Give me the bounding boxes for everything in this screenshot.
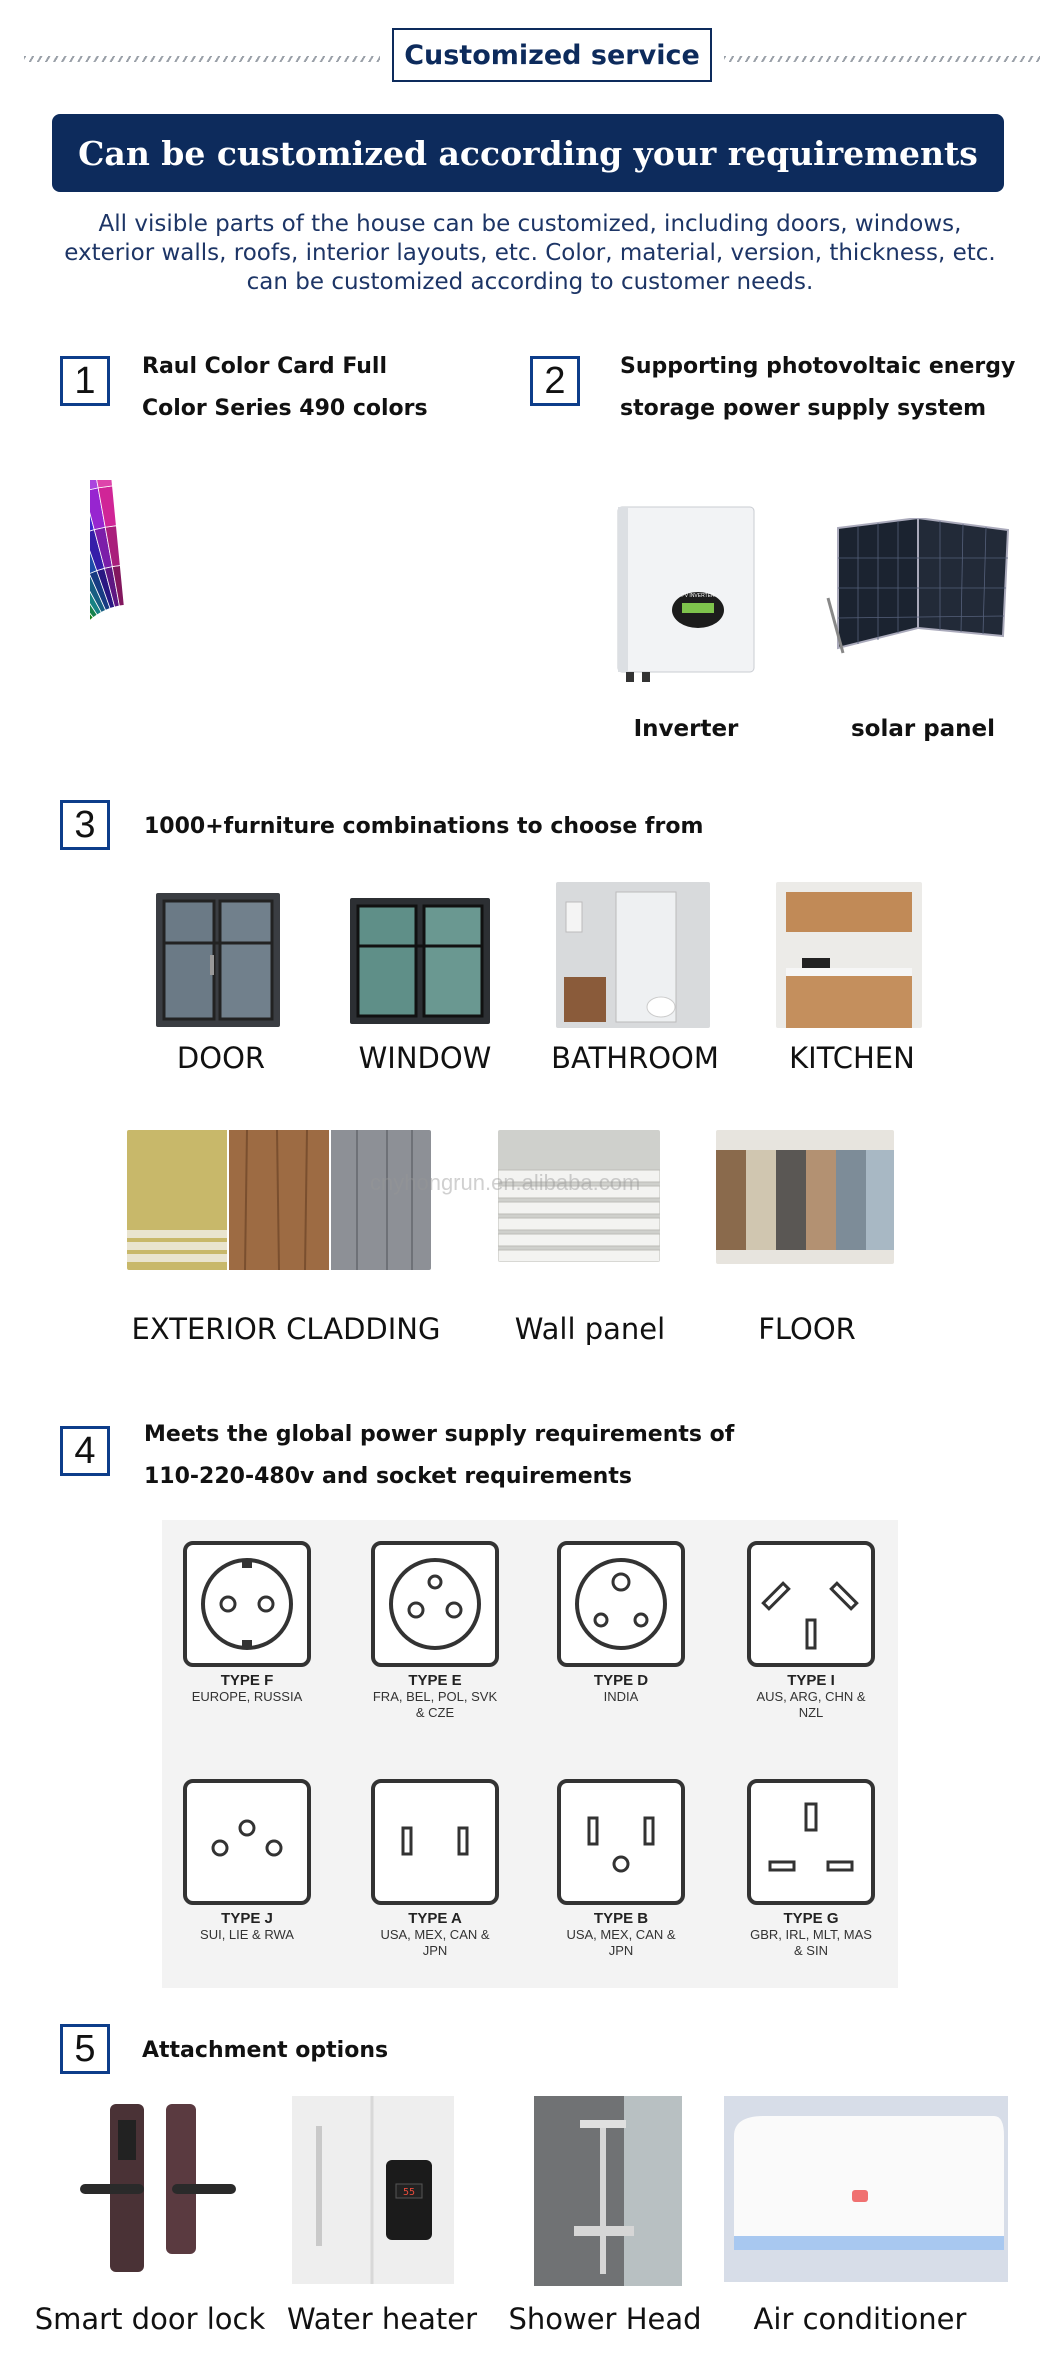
furniture-label-floor: FLOOR [758,1312,856,1346]
socket-type-j-icon [182,1778,312,1906]
bathroom-image [556,882,710,1028]
section-number-2: 2 [530,356,580,406]
attachment-label-water-heater: Water heater [286,2302,478,2336]
section4-title-line2: 110-220-480v and socket requirements [144,1464,632,1489]
section-number-1: 1 [60,356,110,406]
section1-title [142,346,428,430]
kitchen-image [776,882,922,1028]
socket-type-j [182,1778,312,1943]
section5-title: Attachment options [142,2038,389,2063]
socket-type-a-icon [370,1778,500,1906]
window-image [350,898,490,1024]
solar-panel-label: solar panel [850,716,996,742]
section2-title-line1: Supporting photovoltaic energy [620,354,1016,379]
attachment-label-shower-head: Shower Head [508,2302,702,2336]
header-divider-right [724,56,1040,62]
socket-countries: USA, MEX, CAN & JPN [380,1927,490,1958]
attachment-label-air-conditioner: Air conditioner [753,2302,967,2336]
section-number-4: 4 [60,1426,110,1476]
heater-display: 55 [402,2187,416,2198]
section1-title-line1: Raul Color Card Full [142,354,387,379]
inverter-image [612,505,762,685]
socket-type-label: TYPE E [408,1672,462,1689]
wall-panel-image [498,1130,660,1262]
section-number-5: 5 [60,2024,110,2074]
socket-type-label: TYPE D [593,1672,649,1689]
socket-countries: GBR, IRL, MLT, MAS & SIN [750,1927,872,1958]
socket-type-b-icon [556,1778,686,1906]
socket-type-label: TYPE B [593,1910,649,1927]
furniture-label-wall-panel: Wall panel [514,1312,666,1346]
water-heater-image [292,2096,454,2284]
inverter-label: Inverter [633,716,739,742]
air-conditioner-image [724,2096,1008,2282]
intro-text: All visible parts of the house can be customized, including doors, windows, exterior walls, roofs, interior layouts, etc. Color, material, version, thickness, etc. can be customized according to customer needs. [64,211,996,295]
watermark: cnyhongrun.en.alibaba.com [370,1170,641,1195]
furniture-label-door: DOOR [176,1041,266,1075]
socket-type-d [556,1540,686,1705]
furniture-label-bathroom: BATHROOM [551,1041,719,1075]
socket-type-label: TYPE A [408,1910,462,1927]
section4-title-line1: Meets the global power supply requirements of [144,1422,735,1447]
color-fan-image [90,480,430,670]
socket-countries: FRA, BEL, POL, SVK & CZE [372,1689,498,1720]
socket-panel [162,1520,898,1988]
socket-type-g [746,1778,876,1959]
section2-title-line2: storage power supply system [620,396,987,421]
attachment-label-smart-door-lock: Smart door lock [34,2302,266,2336]
section-number-3: 3 [60,800,110,850]
socket-type-d-icon [556,1540,686,1668]
socket-type-f-icon [182,1540,312,1668]
socket-type-e [370,1540,500,1721]
exterior-cladding-image [127,1130,431,1270]
socket-type-label: TYPE J [221,1910,273,1927]
banner: Can be customized according your requirements [52,114,1004,192]
shower-head-image [534,2096,682,2286]
socket-countries: EUROPE, RUSSIA [191,1689,303,1704]
socket-type-f [182,1540,312,1705]
socket-type-b [556,1778,686,1959]
section2-title [620,346,1015,430]
socket-type-i-icon [746,1540,876,1668]
furniture-label-window: WINDOW [358,1041,492,1075]
door-image [156,893,280,1027]
floor-image [716,1130,894,1264]
smart-door-lock-image [80,2100,240,2276]
socket-type-a [370,1778,500,1959]
socket-type-label: TYPE I [787,1672,835,1689]
socket-countries: INDIA [603,1689,639,1704]
header-divider-left [24,56,380,62]
socket-type-i [746,1540,876,1721]
socket-type-label: TYPE F [220,1672,274,1689]
socket-countries: USA, MEX, CAN & JPN [566,1927,676,1958]
furniture-label-kitchen: KITCHEN [789,1041,915,1075]
socket-type-g-icon [746,1778,876,1906]
socket-type-e-icon [370,1540,500,1668]
furniture-label-exterior-cladding: EXTERIOR CLADDING [131,1312,441,1346]
section3-title: 1000+furniture combinations to choose from [144,814,704,839]
socket-type-label: TYPE G [783,1910,839,1927]
section1-title-line2: Color Series 490 colors [142,396,428,421]
inverter-screen-label: PV INVERTER [681,593,715,599]
section4-title [144,1414,734,1498]
socket-countries: AUS, ARG, CHN & NZL [756,1689,866,1720]
solar-panel-image [818,518,1018,658]
page-title: Customized service [392,28,712,82]
socket-countries: SUI, LIE & RWA [200,1927,294,1942]
